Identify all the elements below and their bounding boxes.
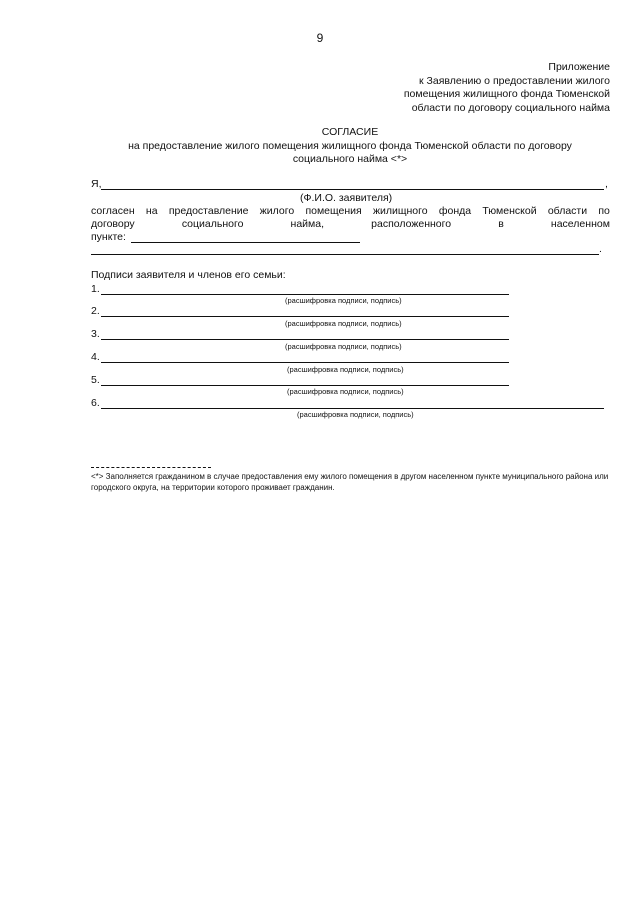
footnote: <*> Заполняется гражданином в случае предоставления ему жилого помещения в другом населенном пункте муниципального района или городского округа, на территории которого проживает гражданин. xyxy=(91,472,609,492)
locality-field-continued[interactable] xyxy=(91,254,599,255)
consent-word: предоставление xyxy=(168,205,249,217)
consent-line-2 xyxy=(91,218,610,231)
consent-word: социального xyxy=(181,218,244,230)
consent-word: населенном xyxy=(550,218,610,230)
signature-number: 5. xyxy=(91,374,100,386)
appendix-line-3: помещения жилищного фонда Тюменской xyxy=(403,88,610,100)
locality-field[interactable] xyxy=(131,242,360,243)
applicant-fio-caption: (Ф.И.О. заявителя) xyxy=(300,192,393,204)
locality-end: . xyxy=(599,243,602,255)
locality-prefix: пункте: xyxy=(91,231,126,243)
signature-field[interactable] xyxy=(101,362,509,363)
signature-field[interactable] xyxy=(101,385,509,386)
signature-field[interactable] xyxy=(101,339,509,340)
consent-word: найма, xyxy=(290,218,325,230)
consent-word: расположенного xyxy=(371,218,452,230)
signature-number: 2. xyxy=(91,305,100,317)
signature-number: 4. xyxy=(91,351,100,363)
signature-field[interactable] xyxy=(101,294,509,295)
consent-text xyxy=(91,205,610,231)
signature-caption: (расшифровка подписи, подпись) xyxy=(285,319,402,328)
signature-caption: (расшифровка подписи, подпись) xyxy=(287,387,404,396)
signature-caption: (расшифровка подписи, подпись) xyxy=(297,410,414,419)
signature-caption: (расшифровка подписи, подпись) xyxy=(287,365,404,374)
signature-field[interactable] xyxy=(101,408,604,409)
consent-word: Тюменской xyxy=(482,205,537,217)
page-number: 9 xyxy=(316,31,324,45)
appendix-note xyxy=(404,61,610,115)
consent-word: в xyxy=(498,218,504,230)
consent-line-1 xyxy=(91,205,610,218)
applicant-suffix: , xyxy=(605,178,608,190)
signature-number: 1. xyxy=(91,283,100,295)
document-subtitle-line-2: социального найма <*> xyxy=(292,153,408,165)
applicant-fio-field[interactable] xyxy=(101,189,604,190)
consent-word: области xyxy=(547,205,588,217)
signature-caption: (расшифровка подписи, подпись) xyxy=(285,296,402,305)
document-heading xyxy=(90,126,610,167)
appendix-line-4: области по договору социального найма xyxy=(411,101,610,114)
consent-word: жилищного xyxy=(372,205,428,217)
consent-word: фонда xyxy=(438,205,472,217)
appendix-line-2: к Заявлению о предоставлении жилого xyxy=(419,74,610,87)
consent-word: жилого xyxy=(259,205,295,217)
consent-word: по xyxy=(598,205,610,217)
document-subtitle-line-1: на предоставление жилого помещения жилищного фонда Тюменской области по договору xyxy=(128,139,572,152)
signature-field[interactable] xyxy=(101,316,509,317)
consent-word: согласен xyxy=(91,205,135,217)
applicant-prefix: Я, xyxy=(91,178,102,190)
signature-number: 3. xyxy=(91,328,100,340)
consent-word: на xyxy=(145,205,158,217)
consent-word: помещения xyxy=(305,205,362,217)
appendix-line-1: Приложение xyxy=(548,61,610,73)
document-title: СОГЛАСИЕ xyxy=(321,126,379,138)
footnote-separator xyxy=(91,467,211,468)
signatures-heading: Подписи заявителя и членов его семьи: xyxy=(91,269,286,281)
signature-number: 6. xyxy=(91,397,100,409)
signature-caption: (расшифровка подписи, подпись) xyxy=(285,342,402,351)
consent-word: договору xyxy=(91,218,135,230)
